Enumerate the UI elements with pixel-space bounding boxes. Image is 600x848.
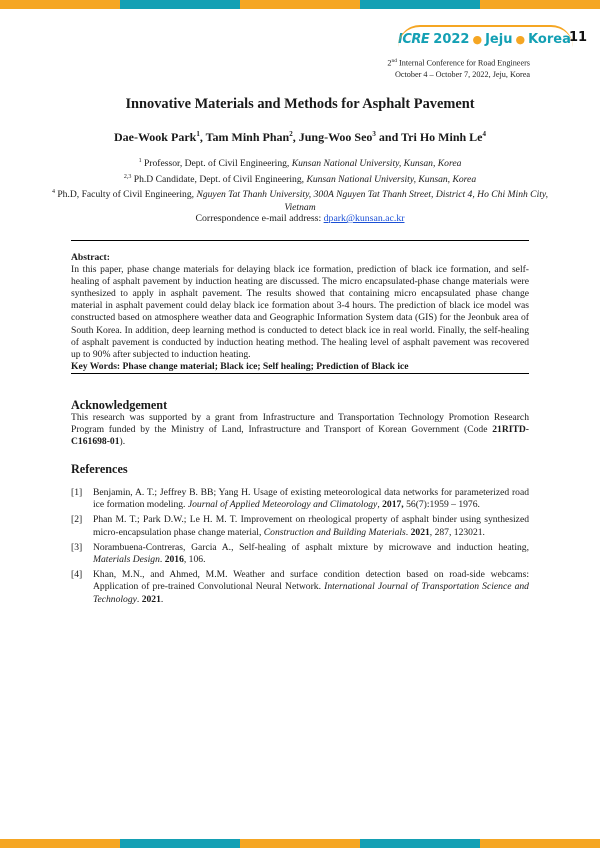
author-name: Tam Minh Phan — [205, 130, 290, 144]
affiliation-mark: 4 — [51, 189, 55, 196]
author-list — [0, 130, 600, 145]
author-name: Jung-Woo Seo — [298, 130, 373, 144]
affiliation-institution: Kunsan National University, Kunsan, Korea — [306, 173, 477, 185]
paper-title: Innovative Materials and Methods for Asphalt Pavement — [125, 96, 475, 112]
keywords: Key Words: Phase change material; Black ice; Self healing; Prediction of Black ice — [71, 360, 409, 372]
acknowledgement-end: ). — [119, 436, 126, 448]
reference-text: Materials Design — [93, 554, 160, 566]
acknowledgement-text — [71, 412, 529, 449]
references-heading: References — [71, 462, 128, 476]
reference-text: International Journal of Transportation Science and Technology — [93, 581, 529, 605]
reference-text: 2021 — [141, 593, 161, 605]
correspondence-email-link[interactable]: dpark@kunsan.ac.kr — [323, 213, 405, 224]
reference-text: Construction and Building Materials — [263, 526, 406, 538]
author-affiliation-mark: 2 — [289, 130, 293, 138]
logo-dot-icon: ● — [515, 32, 526, 46]
top-color-stripe — [0, 0, 600, 9]
stripe-segment — [120, 839, 240, 848]
affiliation-list — [40, 155, 560, 215]
affiliation-mark: 1 — [138, 158, 142, 164]
bottom-color-stripe — [0, 839, 600, 848]
author-separator: and — [375, 130, 402, 144]
conference-name: Internal Conference for Road Engineers — [397, 58, 530, 68]
grant-code: 21RITD-C161698-01 — [71, 424, 529, 448]
stripe-segment — [0, 839, 120, 848]
conference-line-1 — [387, 56, 530, 69]
affiliation-institution: Kunsan National University, Kunsan, Korea — [291, 158, 462, 170]
reference-number: [3] — [71, 541, 83, 553]
reference-text: , 287, 123021. — [429, 526, 485, 538]
stripe-segment — [360, 839, 480, 848]
affiliation-dept: Ph.D Candidate, Dept. of Civil Engineering, — [131, 173, 307, 185]
reference-text: . — [159, 554, 165, 566]
affiliation-dept: Ph.D, Faculty of Civil Engineering, — [54, 189, 197, 201]
reference-item — [71, 514, 529, 538]
logo-brand: ICRE — [398, 31, 430, 47]
reference-text: Khan, M.N., and Ahmed, M.M. Weather and surface condition detection based on road-side webcams: Application of pre-trained Convolutional Neural Network. — [93, 569, 529, 593]
affiliation-line — [40, 155, 560, 171]
acknowledgement-body: This research was supported by a grant from Infrastructure and Transportation Technology Promotion Research Program funded by the Ministry of Land, Infrastructure and Transport of Korean Government (Code — [71, 412, 529, 436]
reference-list — [71, 487, 529, 609]
correspondence — [0, 213, 600, 224]
author-affiliation-mark: 4 — [482, 130, 486, 138]
reference-number: [2] — [71, 514, 83, 526]
affiliation-mark: 2,3 — [123, 173, 132, 180]
logo-dot-icon: ● — [472, 32, 483, 46]
affiliation-line — [40, 186, 560, 214]
reference-text: . — [405, 526, 411, 538]
abstract-bottom-rule — [71, 373, 529, 374]
reference-number: [4] — [71, 569, 83, 581]
reference-text: . — [160, 593, 164, 605]
stripe-segment — [240, 0, 360, 9]
stripe-segment — [240, 839, 360, 848]
reference-text: 2016 — [164, 554, 184, 566]
reference-item — [71, 542, 529, 566]
abstract-section — [71, 252, 529, 373]
stripe-segment — [120, 0, 240, 9]
author-affiliation-mark: 1 — [196, 130, 200, 138]
affiliation-line — [40, 171, 560, 187]
reference-text: Journal of Applied Meteorology and Climatology — [187, 499, 378, 511]
reference-text: 2021 — [410, 526, 430, 538]
reference-text: , 106. — [183, 554, 206, 566]
author-name: Dae-Wook Park — [113, 130, 197, 144]
affiliation-institution: Nguyen Tat Thanh University, 300A Nguyen Tat Thanh Street, District 4, Ho Chi Minh City, Vietnam — [196, 189, 549, 214]
reference-item — [71, 569, 529, 606]
author-separator: , — [199, 130, 206, 144]
reference-text: 2017, — [382, 499, 404, 511]
reference-number: [1] — [71, 487, 83, 498]
acknowledgement-heading: Acknowledgement — [71, 398, 168, 412]
abstract-heading: Abstract: — [71, 252, 110, 263]
logo-arc — [398, 25, 573, 47]
reference-text: , — [377, 499, 383, 511]
stripe-segment — [0, 0, 120, 9]
author-name: Tri Ho Minh Le — [401, 130, 483, 144]
stripe-segment — [480, 0, 600, 9]
author-separator: , — [292, 130, 299, 144]
stripe-segment — [360, 0, 480, 9]
logo-country: Korea — [528, 31, 571, 47]
conference-info — [387, 56, 530, 80]
author-affiliation-mark: 3 — [372, 130, 376, 138]
stripe-segment — [480, 839, 600, 848]
reference-item — [71, 487, 529, 511]
affiliation-dept: Professor, Dept. of Civil Engineering, — [141, 158, 292, 170]
conference-edition-suffix: nd — [391, 58, 397, 64]
logo-city: Jeju — [485, 31, 513, 47]
reference-text: Norambuena-Contreras, Garcia A., Self-healing of asphalt mixture by microwave and induction heating, — [93, 541, 529, 553]
abstract-text: In this paper, phase change materials for delaying black ice formation, prediction of black ice formation, and self-healing of asphalt pavement by induction heating are discussed. The micro encapsulated-phase change materials were synthesized to apply in asphalt pavement. The results showed that containing micro encapsulated phase change material in asphalt pavement could delay black ice formation about 3-4 hours. The prediction of black ice model was constructed based on atmosphere weather data and Geographic Information System data (GIS) for the Jeonbuk area of South Korea. In addition, deep learning method is conducted to detect black ice in real world. Finally, the self-healing of asphalt pavement is conducted by induction heating method. The healing level of asphalt pavement was recovered up to 90% after subjected to induction heating. — [71, 264, 529, 360]
reference-text: Benjamin, A. T.; Jeffrey B. BB; Yang H. Usage of existing meteorological data networks for parameterized road ice formation modeling. — [93, 487, 529, 511]
correspondence-label: Correspondence e-mail address: — [195, 213, 324, 224]
page-number: 11 — [568, 29, 588, 45]
reference-text: 56(7):1959 – 1976. — [403, 499, 480, 511]
conference-dates: October 4 – October 7, 2022, Jeju, Korea — [394, 69, 530, 79]
reference-text: Phan M. T.; Park D.W.; Le H. M. T. Improvement on rheological property of asphalt binder using synthesized micro-encapsulation phase change material, — [93, 514, 529, 538]
logo-year: 2022 — [433, 31, 470, 47]
conference-edition: 2 — [387, 58, 392, 68]
reference-text: . — [136, 593, 142, 605]
abstract-top-rule — [71, 240, 529, 241]
